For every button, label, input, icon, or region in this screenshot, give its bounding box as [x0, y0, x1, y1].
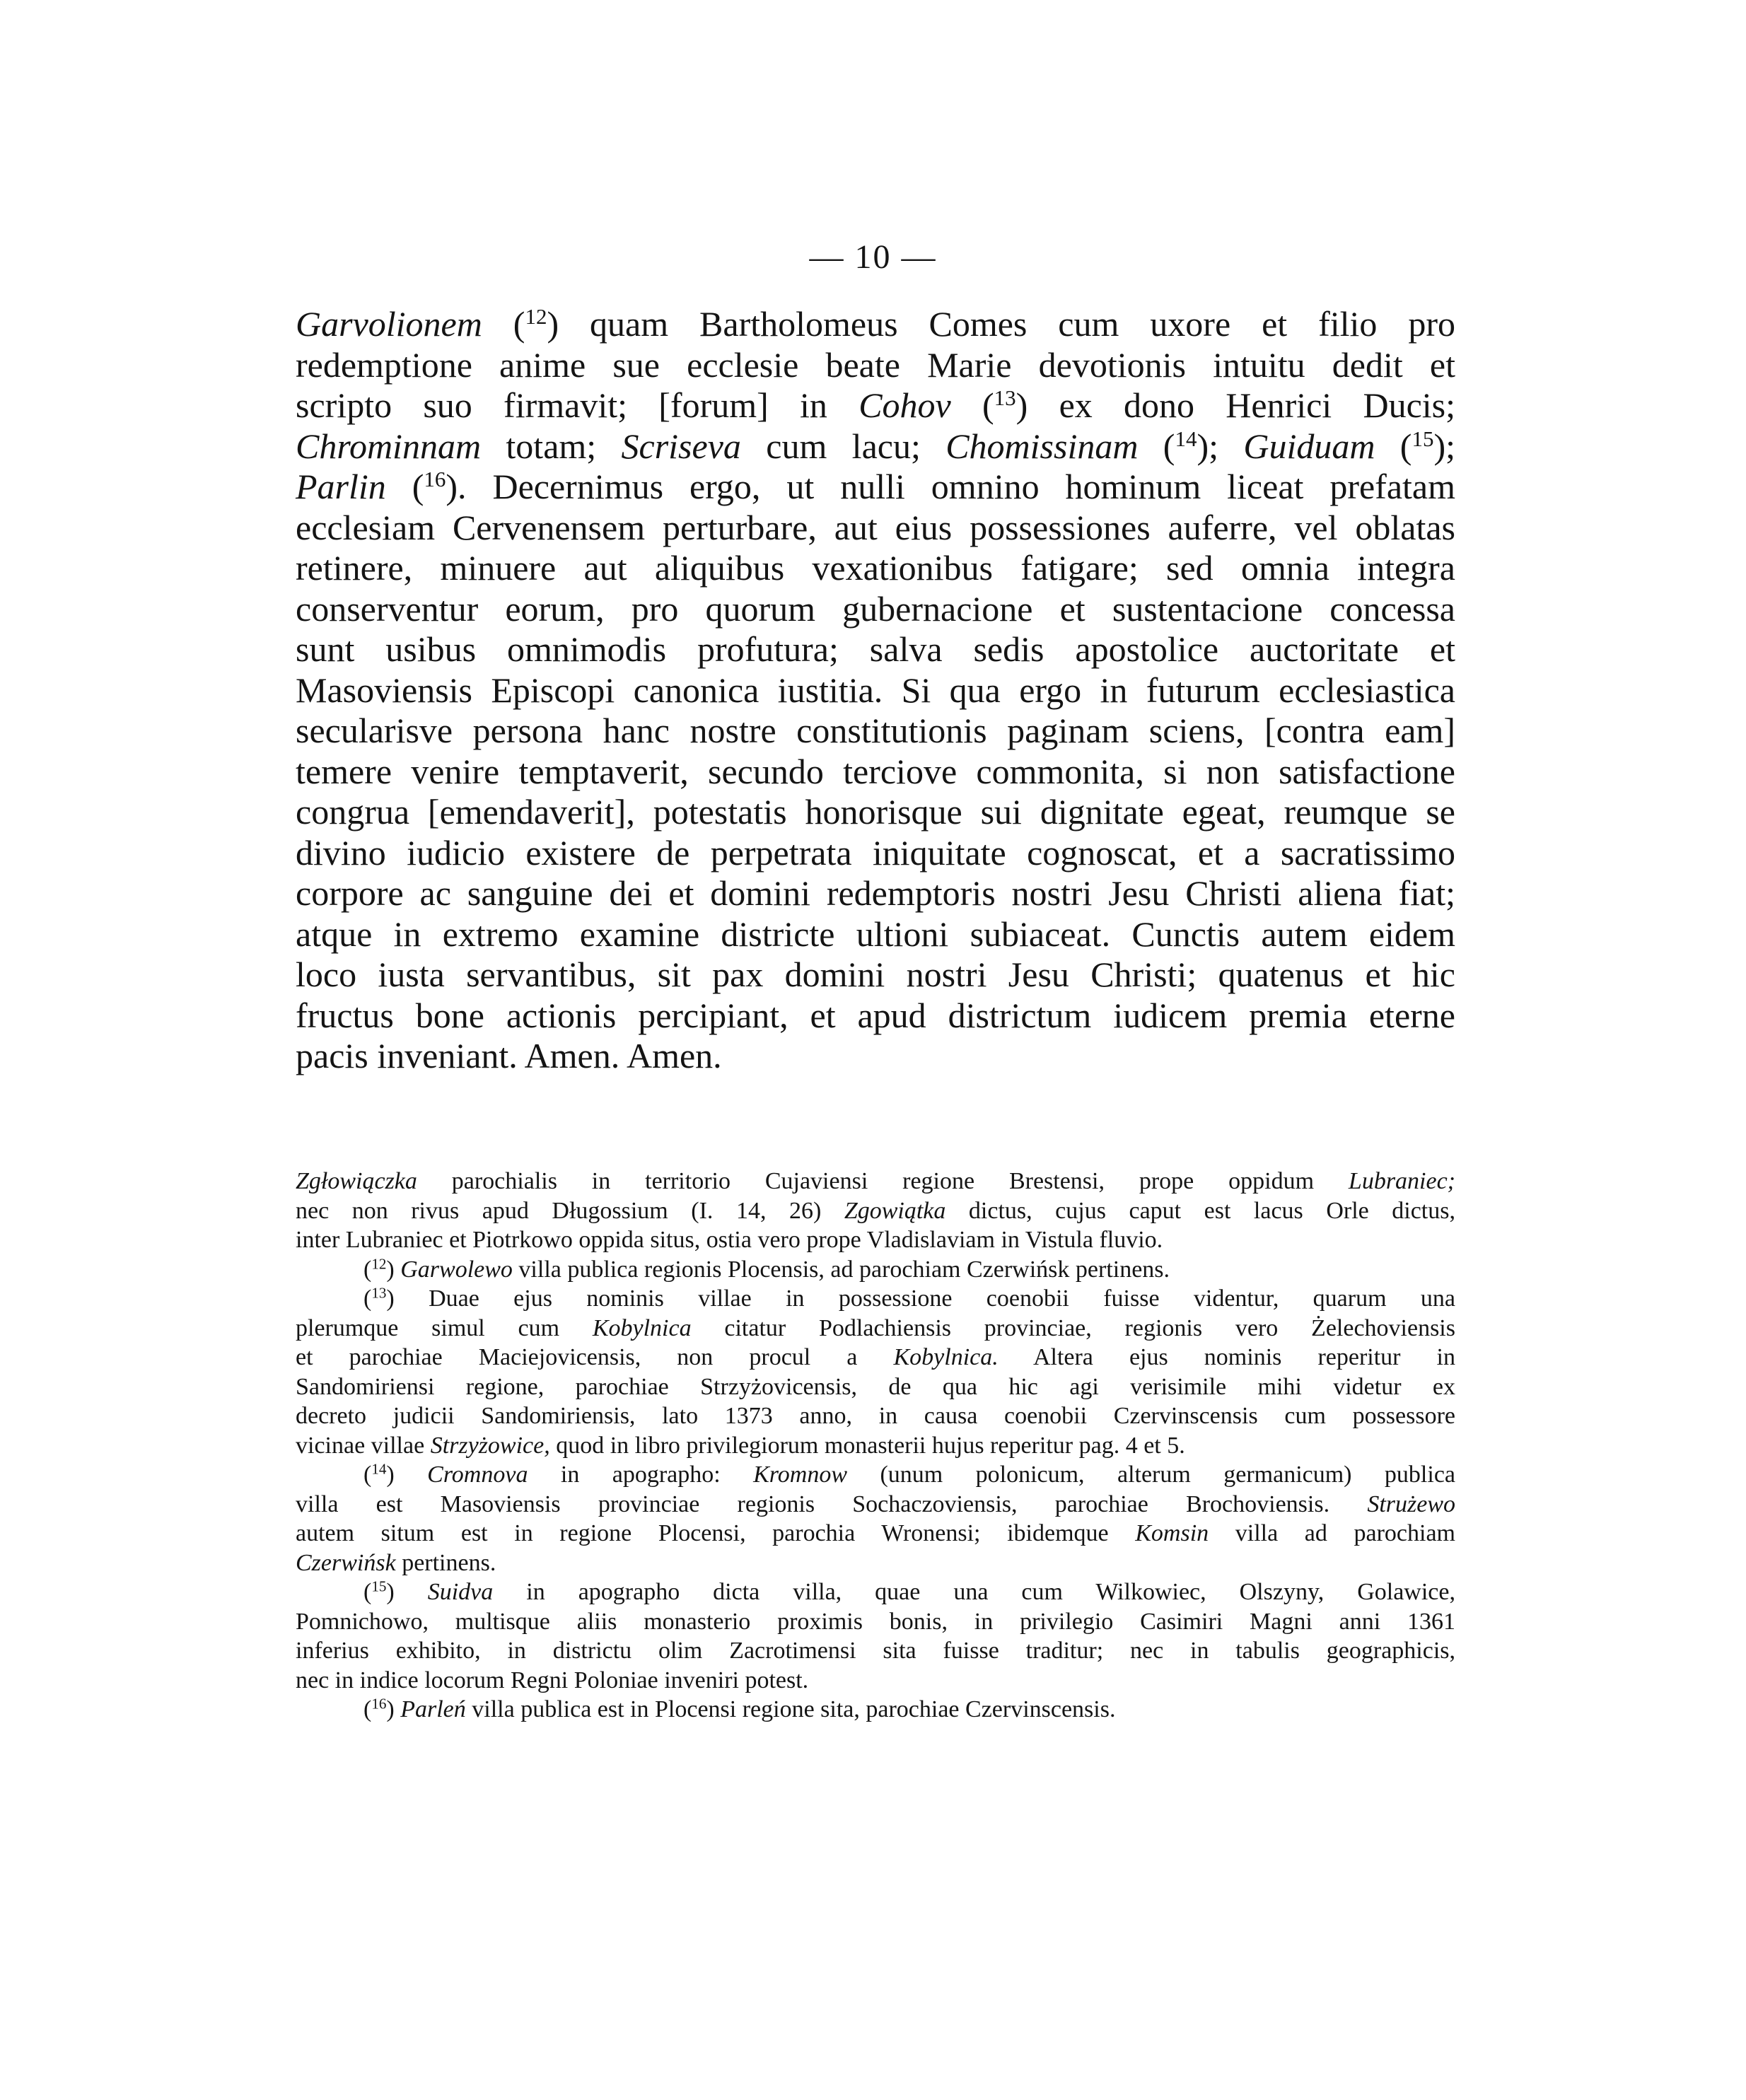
- text-segment: ): [386, 1256, 401, 1283]
- text-segment: (: [385, 467, 424, 506]
- text-segment: fructus bone actionis percipiant, et apud districtum iudicem premia eterne: [296, 995, 1455, 1035]
- text-segment: ) Duae ejus nominis villae in possessione coenobii fuisse videntur, quarum una: [386, 1285, 1455, 1312]
- main-text-line: [296, 345, 1455, 386]
- main-text-line: [296, 873, 1455, 914]
- text-segment: (: [363, 1285, 372, 1312]
- text-segment: (: [363, 1462, 372, 1488]
- text-segment: Sandomiriensi regione, parochiae Strzyżovicensis, de qua hic agi verisimile mihi videtur ex: [296, 1373, 1455, 1400]
- footnote-line: [296, 1636, 1455, 1666]
- main-text-line: [296, 752, 1455, 793]
- place-name: Zgłowiączka: [296, 1168, 417, 1194]
- place-name: Lubraniec;: [1348, 1168, 1455, 1194]
- footnote-line: [296, 1372, 1455, 1402]
- main-text-line: [296, 385, 1455, 426]
- footnote-ref: 13: [994, 385, 1016, 410]
- text-segment: dictus, cujus caput est lacus Orle dictus,: [945, 1197, 1455, 1224]
- text-segment: citatur Podlachiensis provinciae, regionis vero Żelechoviensis: [691, 1314, 1455, 1341]
- text-segment: (: [1375, 426, 1412, 466]
- text-segment: redemptione anime sue ecclesie beate Marie devotionis intuitu dedit et: [296, 344, 1455, 385]
- text-segment: sunt usibus omnimodis profutura; salva sedis apostolice auctoritate et: [296, 629, 1455, 669]
- text-segment: Masoviensis Episcopi canonica iustitia. Si qua ergo in futurum ecclesiastica: [296, 670, 1455, 710]
- text-segment: ecclesiam Cervenensem perturbare, aut eius possessiones auferre, vel oblatas: [296, 507, 1455, 547]
- place-name: Strzyżowice,: [430, 1432, 550, 1459]
- main-text: [296, 304, 1455, 1077]
- footnote-ref: 12: [525, 303, 547, 329]
- place-name: Komsin: [1135, 1520, 1209, 1546]
- text-segment: (: [363, 1579, 372, 1605]
- text-segment: totam;: [481, 426, 622, 466]
- text-segment: decreto judicii Sandomiriensis, lato 1373 anno, in causa coenobii Czervinscensis cum possessore: [296, 1403, 1455, 1429]
- text-segment: vicinae villae: [296, 1432, 431, 1459]
- place-name: Czerwińsk: [296, 1549, 396, 1576]
- place-name: Zgowiątka: [844, 1197, 946, 1224]
- place-name: Kromnow: [753, 1462, 848, 1488]
- main-text-line: [296, 711, 1455, 752]
- footnote-line: [296, 1577, 1455, 1607]
- main-text-line: [296, 508, 1455, 549]
- footnote-line: [296, 1196, 1455, 1226]
- footnote-line: [296, 1490, 1455, 1519]
- text-segment: Pomnichowo, multisque aliis monasterio proximis bonis, in privilegio Casimiri Magni anni 1361: [296, 1608, 1455, 1635]
- text-segment: (: [950, 385, 994, 425]
- main-text-line: [296, 589, 1455, 630]
- place-name: Parlin: [296, 467, 386, 506]
- footnote-line: [296, 1343, 1455, 1372]
- text-segment: retinere, minuere aut aliquibus vexationibus fatigare; sed omnia integra: [296, 548, 1455, 588]
- place-name: Suidva: [427, 1579, 494, 1605]
- text-segment: );: [1433, 426, 1455, 466]
- footnote-ref: 12: [371, 1254, 387, 1272]
- main-text-line: [296, 833, 1455, 874]
- text-segment: autem situm est in regione Plocensi, parochia Wronensi; ibidemque: [296, 1520, 1136, 1546]
- text-segment: ): [386, 1579, 428, 1605]
- text-segment: villa publica regionis Plocensis, ad parochiam Czerwińsk pertinens.: [512, 1256, 1170, 1283]
- text-segment: corpore ac sanguine dei et domini redemptoris nostri Jesu Christi aliena fiat;: [296, 873, 1455, 913]
- text-segment: in apographo:: [528, 1462, 754, 1488]
- text-segment: inferius exhibito, in districtu olim Zacrotimensi sita fuisse traditur; nec in tabulis geographicis,: [296, 1638, 1455, 1664]
- page-number: — 10 —: [809, 238, 937, 276]
- text-segment: parochialis in territorio Cujaviensi regione Brestensi, prope oppidum: [417, 1168, 1349, 1194]
- text-segment: divino iudicio existere de perpetrata iniquitate cognoscat, et a sacratissimo: [296, 832, 1455, 873]
- footnote-line: [296, 1519, 1455, 1548]
- place-name: Garwolewo: [400, 1256, 513, 1283]
- main-text-line: [296, 670, 1455, 711]
- main-text-line: [296, 1036, 1455, 1077]
- text-segment: loco iusta servantibus, sit pax domini nostri Jesu Christi; quatenus et hic: [296, 955, 1455, 994]
- text-segment: atque in extremo examine districte ultioni subiaceat. Cunctis autem eidem: [296, 914, 1455, 954]
- text-segment: villa ad parochiam: [1209, 1520, 1455, 1546]
- text-segment: Altera ejus nominis reperitur in: [998, 1344, 1455, 1370]
- text-segment: ). Decernimus ergo, ut nulli omnino hominum liceat prefatam: [446, 467, 1455, 506]
- text-segment: (unum polonicum, alterum germanicum) publica: [847, 1462, 1455, 1488]
- footnote-ref: 14: [371, 1460, 387, 1478]
- text-segment: ): [386, 1462, 428, 1488]
- main-text-line: [296, 426, 1455, 467]
- footnote-ref: 13: [371, 1284, 387, 1302]
- main-text-line: [296, 467, 1455, 508]
- place-name: Chrominnam: [296, 426, 482, 466]
- place-name: Garvolionem: [296, 304, 482, 344]
- text-segment: villa est Masoviensis provinciae regionis Sochaczoviensis, parochiae Brochoviensis.: [296, 1491, 1368, 1517]
- text-segment: et parochiae Maciejovicensis, non procul a: [296, 1344, 894, 1370]
- text-segment: );: [1197, 426, 1244, 466]
- text-segment: nec non rivus apud Długossium (I. 14, 26): [296, 1197, 844, 1224]
- footnote-ref: 15: [371, 1577, 387, 1595]
- footnote-ref: 16: [424, 466, 446, 491]
- place-name: Cromnova: [427, 1462, 528, 1488]
- main-text-line: [296, 548, 1455, 589]
- place-name: Strużewo: [1367, 1491, 1455, 1517]
- place-name: Parleń: [400, 1696, 466, 1722]
- text-segment: ) quam Bartholomeus Comes cum uxore et filio pro: [547, 304, 1455, 344]
- place-name: Guiduam: [1243, 426, 1375, 466]
- footnote-line: [296, 1225, 1455, 1255]
- footnote-line: [296, 1314, 1455, 1343]
- text-segment: cum lacu;: [740, 426, 946, 466]
- text-segment: (: [1138, 426, 1175, 466]
- text-segment: ): [386, 1696, 401, 1722]
- footnote-ref: 16: [371, 1695, 387, 1713]
- footnote-line: [296, 1607, 1455, 1637]
- text-segment: temere venire temptaverit, secundo terciove commonita, si non satisfactione: [296, 751, 1455, 791]
- text-segment: inter Lubraniec et Piotrkowo oppida situs, ostia vero prope Vladislaviam in Vistula fluvio.: [296, 1227, 1163, 1253]
- text-segment: pacis inveniant. Amen. Amen.: [296, 1036, 722, 1075]
- main-text-line: [296, 914, 1455, 955]
- text-segment: (: [482, 304, 525, 344]
- text-segment: secularisve persona hanc nostre constitutionis paginam sciens, [contra eam]: [296, 711, 1455, 750]
- main-text-line: [296, 629, 1455, 670]
- footnote-ref: 15: [1412, 426, 1434, 451]
- footnote-line: [296, 1666, 1455, 1696]
- text-segment: villa publica est in Plocensi regione sita, parochiae Czervinscensis.: [465, 1696, 1116, 1722]
- footnote-line: [296, 1255, 1455, 1285]
- text-segment: (: [363, 1256, 372, 1283]
- text-segment: plerumque simul cum: [296, 1314, 593, 1341]
- main-text-line: [296, 304, 1455, 345]
- place-name: Scriseva: [621, 426, 741, 466]
- place-name: Kobylnica: [592, 1314, 692, 1341]
- text-segment: scripto suo firmavit; [forum] in: [296, 385, 859, 425]
- place-name: Kobylnica.: [893, 1344, 999, 1370]
- text-segment: quod in libro privilegiorum monasterii hujus reperitur pag. 4 et 5.: [549, 1432, 1185, 1459]
- place-name: Cohov: [859, 385, 951, 425]
- main-text-line: [296, 792, 1455, 833]
- place-name: Chomissinam: [945, 426, 1139, 466]
- footnote-line: [296, 1431, 1455, 1461]
- footnote-line: [296, 1284, 1455, 1314]
- footnote-ref: 14: [1175, 426, 1197, 451]
- footnote-line: [296, 1167, 1455, 1196]
- footnote-line: [296, 1695, 1455, 1725]
- footnotes: [296, 1167, 1455, 1725]
- text-segment: congrua [emendaverit], potestatis honorisque sui dignitate egeat, reumque se: [296, 792, 1455, 832]
- footnote-line: [296, 1401, 1455, 1431]
- text-segment: in apographo dicta villa, quae una cum Wilkowiec, Olszyny, Golawice,: [493, 1579, 1455, 1605]
- main-text-line: [296, 955, 1455, 996]
- text-segment: nec in indice locorum Regni Poloniae inveniri potest.: [296, 1667, 809, 1693]
- text-segment: pertinens.: [395, 1549, 496, 1576]
- text-segment: (: [363, 1696, 372, 1722]
- main-text-line: [296, 996, 1455, 1037]
- footnote-line: [296, 1548, 1455, 1578]
- text-segment: ) ex dono Henrici Ducis;: [1015, 385, 1456, 425]
- footnote-line: [296, 1460, 1455, 1490]
- text-segment: conserventur eorum, pro quorum gubernacione et sustentacione concessa: [296, 588, 1455, 629]
